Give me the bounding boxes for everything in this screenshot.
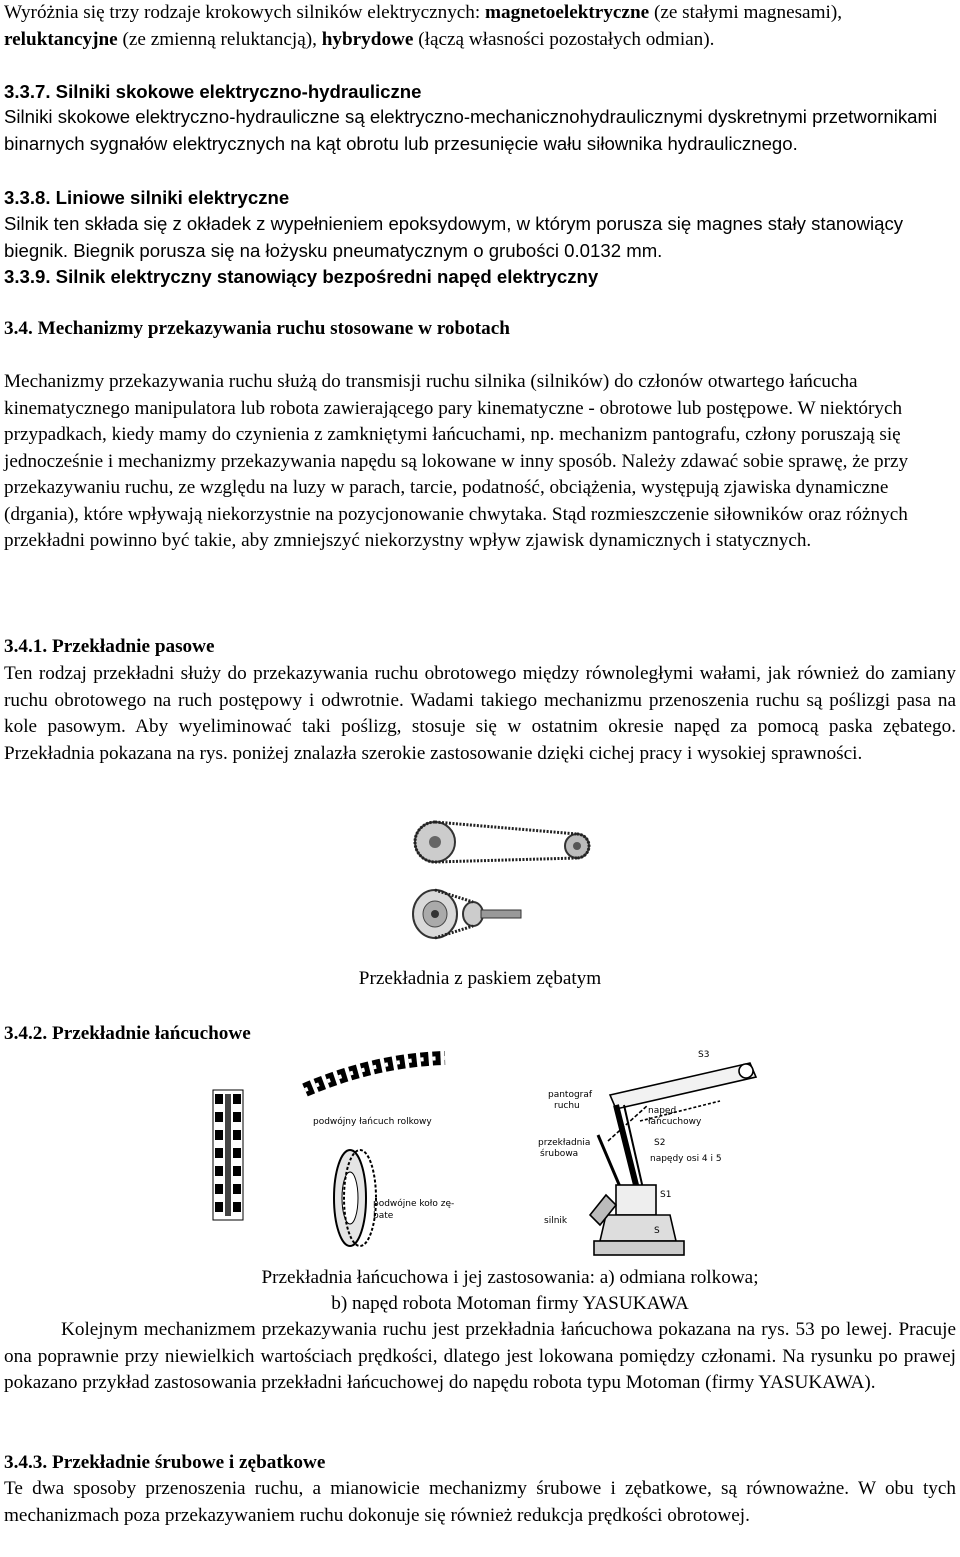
belt-drive-figure xyxy=(395,808,635,948)
label-axes: napędy osi 4 i 5 xyxy=(650,1154,722,1164)
paragraph-3-4-2: Kolejnym mechanizmem przekazywania ruchu jest przekładnia łańcuchowa pokazana na rys. 53 po lewej. Pracuje ona poprawnie przy niewielkich wartościach prędkości, dlatego jest lokowana pomiędzy członami. Na rysunku po prawej pokazano przykład zastosowania przekładni łańcuchowej do napędu robota typu Motoman (firmy YASUKAWA). xyxy=(4,1319,956,1393)
term-hybrid: hybrydowe xyxy=(321,28,414,50)
paragraph-3-4-3: Te dwa sposoby przenoszenia ruchu, a mianowicie mechanizmy śrubowe i zębatkowe, są równoważne. W obu tych mechanizmach poza przekazywaniem ruchu dokonuje się również redukcja prędkości obrotowej. xyxy=(4,1478,956,1526)
heading-3-4-3: 3.4.3. Przekładnie śrubowe i zębatkowe xyxy=(4,1452,326,1473)
label-pantograph-2: ruchu xyxy=(554,1101,580,1111)
chain-front-view xyxy=(213,1090,243,1220)
heading-3-3-9: 3.3.9. Silnik elektryczny stanowiący bezpośredni napęd elektryczny xyxy=(4,266,599,287)
heading-3-4-2: 3.4.2. Przekładnie łańcuchowe xyxy=(4,1023,251,1044)
paragraph-3-4: Mechanizmy przekazywania ruchu służą do transmisji ruchu silnika (silników) do członów otwartego łańcucha kinematycznego manipulatora lub robota zawierającego pary kinematyczne - obrotowe lub postępowe. W niektórych przypadkach, kiedy mamy do czynienia z zamkniętymi łańcuchami, np. mechanizm pantografu, człony poruszają się jednocześnie i mechanizmy przekazywania napędu są lokowane w inny sposób. Należy zdawać sobie sprawę, że przy przekazywaniu ruchu, ze względu na luzy w parach, tarcie, podatność, obciążenia, występują zjawiska dynamiczne (drgania), które wpływają niekorzystnie na pozycjonowanie chwytaka. Stąd rozmieszczenie siłowników oraz różnych przekładni powinno być takie, aby zmniejszyć niekorzystny wpływ zjawisk dynamicznych i statycznych. xyxy=(4,371,909,551)
heading-3-3-8: 3.3.8. Liniowe silniki elektryczne xyxy=(4,187,290,208)
chain-drive-figure xyxy=(205,1050,470,1265)
heading-3-3-7: 3.3.7. Silniki skokowe elektryczno-hydrauliczne xyxy=(4,81,422,102)
label-s: S xyxy=(654,1226,660,1236)
label-motor: silnik xyxy=(544,1216,568,1226)
figure-caption-belt: Przekładnia z paskiem zębatym xyxy=(358,968,602,989)
label-pantograph-1: pantograf xyxy=(548,1090,593,1100)
term-reluctance: reluktancyjne xyxy=(4,28,118,50)
intro-text: (łączą własności pozostałych odmian). xyxy=(413,28,715,50)
intro-text: (ze zmienną reluktancją), xyxy=(117,28,322,50)
motoman-robot-figure xyxy=(520,1045,770,1265)
intro-text: Wyróżnia się trzy rodzaje krokowych silników elektrycznych: xyxy=(4,2,486,23)
paragraph-3-3-7: Silniki skokowe elektryczno-hydrauliczne są elektryczno-mechanicznohydraulicznymi dyskretnymi przetwornikami binarnych sygnałów elektrycznych na kąt obrotu lub przesunięcie wału siłownika hydraulicznego. xyxy=(4,106,938,154)
label-s3: S3 xyxy=(698,1050,710,1060)
paragraph-3-3-8: Silnik ten składa się z okładek z wypełnieniem epoksydowym, w którym porusza się magnes stały stanowiący biegnik. Biegnik porusza się na łożysku pneumatycznym o grubości 0.0132 mm. xyxy=(4,213,904,261)
label-sprocket-1: podwójne koło zę- xyxy=(373,1199,455,1209)
belt-upper-pulleys xyxy=(415,822,589,862)
figure-caption-chain-1: Przekładnia łańcuchowa i jej zastosowania: a) odmiana rolkowa; xyxy=(261,1267,759,1288)
chain-side-view xyxy=(305,1058,445,1090)
label-drive-2: łańcuchowy xyxy=(648,1117,702,1127)
intro-text: (ze stałymi magnesami), xyxy=(649,2,843,23)
belt-lower-pulleys xyxy=(413,890,521,938)
heading-3-4: 3.4. Mechanizmy przekazywania ruchu stosowane w robotach xyxy=(4,318,510,339)
label-chain: podwójny łańcuch rolkowy xyxy=(313,1117,432,1127)
label-s2: S2 xyxy=(654,1138,666,1148)
label-gear-1: przekładnia xyxy=(538,1138,591,1148)
label-s1: S1 xyxy=(660,1190,672,1200)
label-gear-2: śrubowa xyxy=(540,1149,579,1159)
label-sprocket-2: bate xyxy=(373,1211,394,1221)
intro-paragraph xyxy=(4,0,956,53)
term-magnetoelectric: magnetoelektryczne xyxy=(485,2,650,23)
label-drive-1: napęd xyxy=(648,1106,677,1116)
figure-caption-chain-2: b) napęd robota Motoman firmy YASUKAWA xyxy=(331,1293,689,1314)
heading-3-4-1: 3.4.1. Przekładnie pasowe xyxy=(4,636,215,657)
paragraph-3-4-1: Ten rodzaj przekładni służy do przekazywania ruchu obrotowego między równoległymi wałami, jak również do zamiany ruchu obrotowego na ruch postępowy i odwrotnie. Wadami takiego mechanizmu przenoszenia ruchu są poślizgi pasa na kole pasowym. Aby wyeliminować taki poślizg, stosuje się w ostatnim okresie napęd za pomocą paska zębatego. Przekładnia pokazana na rys. poniżej znalazła szerokie zastosowanie dzięki cichej pracy i wysokiej sprawności. xyxy=(4,663,956,764)
sprocket xyxy=(334,1150,376,1246)
